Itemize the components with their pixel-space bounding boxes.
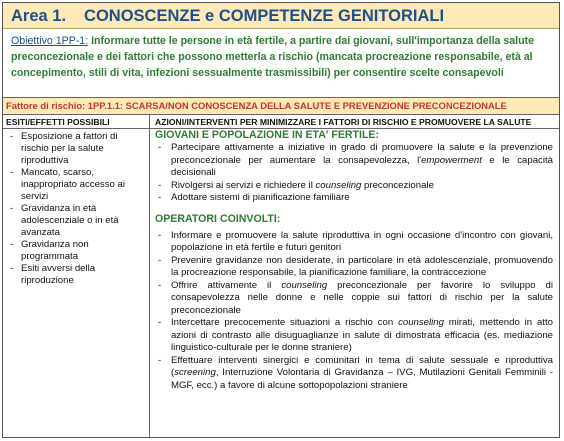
section-title-operators: OPERATORI COINVOLTI: bbox=[155, 212, 281, 225]
bullet-dash: - bbox=[10, 167, 14, 178]
objective-colon: : bbox=[85, 35, 89, 47]
outcome-item: - Esiti avversi della riproduzione bbox=[10, 263, 96, 286]
operators-actions-list bbox=[150, 230, 559, 393]
area-title-bar bbox=[3, 3, 559, 29]
bullet-dash: - bbox=[158, 179, 162, 191]
action-item: - Rivolgersi ai servizi e richiedere il counseling preconcezionale bbox=[158, 179, 434, 191]
area-title: CONOSCENZE e COMPETENZE GENITORIALI bbox=[84, 7, 445, 25]
outcome-item: - Gravidanza in età adolescenziale o in età avanzata bbox=[10, 203, 119, 238]
objective-text: Informare tutte le persone in età fertile, a partire dai giovani, sull'importanza della salute preconcezionale e dei fattori che possono metterla a rischio (mancata procreazione responsabile, età al concepimento, stili di vita, infezioni sessualmente trasmissibili) per consentire scelte consapevoli bbox=[11, 35, 534, 79]
objective-code: Obiettivo 1PP-1 bbox=[11, 35, 86, 47]
actions-header: AZIONI/INTERVENTI PER MINIMIZZARE I FATTORI DI RISCHIO E PROMUOVERE LA SALUTE bbox=[150, 115, 559, 129]
outcome-item: - Gravidanza non programmata bbox=[10, 239, 89, 262]
actions-column bbox=[150, 129, 559, 437]
bullet-dash: - bbox=[158, 354, 162, 366]
bullet-dash: - bbox=[158, 192, 162, 203]
action-item: - Prevenire gravidanze non desiderate, in particolare in età adolescenziale, promuovendo la procreazione responsabile, la pianificazione familiare, la contraccezione bbox=[158, 254, 553, 278]
bullet-dash: - bbox=[158, 317, 162, 328]
bullet-dash: - bbox=[10, 131, 14, 142]
area-label: Area 1. bbox=[11, 7, 67, 25]
bullet-dash: - bbox=[10, 239, 14, 250]
action-item: - Intercettare precocemente situazioni a rischio con counseling mirati, mettendo in atto azioni di contrasto alle disuguaglianze in salute di dimostrata efficacia (es. mediazione linguistico-culturale per le donne straniere) bbox=[158, 317, 553, 353]
bullet-dash: - bbox=[158, 254, 162, 266]
bullet-dash: - bbox=[158, 279, 162, 291]
action-item: - Partecipare attivamente a iniziative in grado di promuovere la salute e la prevenzione preconcezionale per aumentare la consapevolezza, l'empowerment e le capacità decisionali bbox=[158, 142, 553, 178]
outcome-item: - Mancato, scarso, inappropriato accesso ai servizi bbox=[10, 167, 125, 202]
bullet-dash: - bbox=[10, 203, 14, 214]
outcomes-column bbox=[3, 129, 150, 437]
bullet-dash: - bbox=[158, 229, 162, 241]
objective-block bbox=[11, 33, 556, 81]
bullet-dash: - bbox=[158, 142, 162, 153]
risk-factor-bar: Fattore di rischio: 1PP.1.1: SCARSA/NON CONOSCENZA DELLA SALUTE E PREVENZIONE PRECONCEZIONALE bbox=[3, 97, 559, 115]
outcomes-header: ESITI/EFFETTI POSSIBILI bbox=[3, 115, 150, 129]
document-frame bbox=[2, 2, 560, 438]
action-item: - Informare e promuovere la salute riproduttiva in ogni occasione d'incontro con giovani, popolazione in età fertile e futuri genitori bbox=[158, 229, 553, 253]
action-item: - Adottare sistemi di pianificazione familiare bbox=[158, 192, 350, 203]
action-item: - Offrire attivamente il counseling preconcezionale per favorire lo sviluppo di consapevolezza nelle donne e nelle coppie sui fattori di rischio per la salute preconcezionale bbox=[158, 279, 553, 316]
outcomes-list bbox=[3, 129, 149, 287]
action-item: - Effettuare interventi sinergici e comunitari in tema di salute sessuale e riproduttiva (screening, Interruzione Volontaria di Gravidanza – IVG, Mutilazioni Genitali Femminili - MGF, ecc.) a favore di alcune sottopopolazioni straniere bbox=[158, 354, 553, 391]
section-title-youth: GIOVANI E POPOLAZIONE IN ETA' FERTILE: bbox=[155, 129, 380, 141]
bullet-dash: - bbox=[10, 263, 14, 274]
outcome-item: - Esposizione a fattori di rischio per la salute riproduttiva bbox=[10, 131, 118, 166]
youth-actions-list bbox=[150, 142, 559, 205]
